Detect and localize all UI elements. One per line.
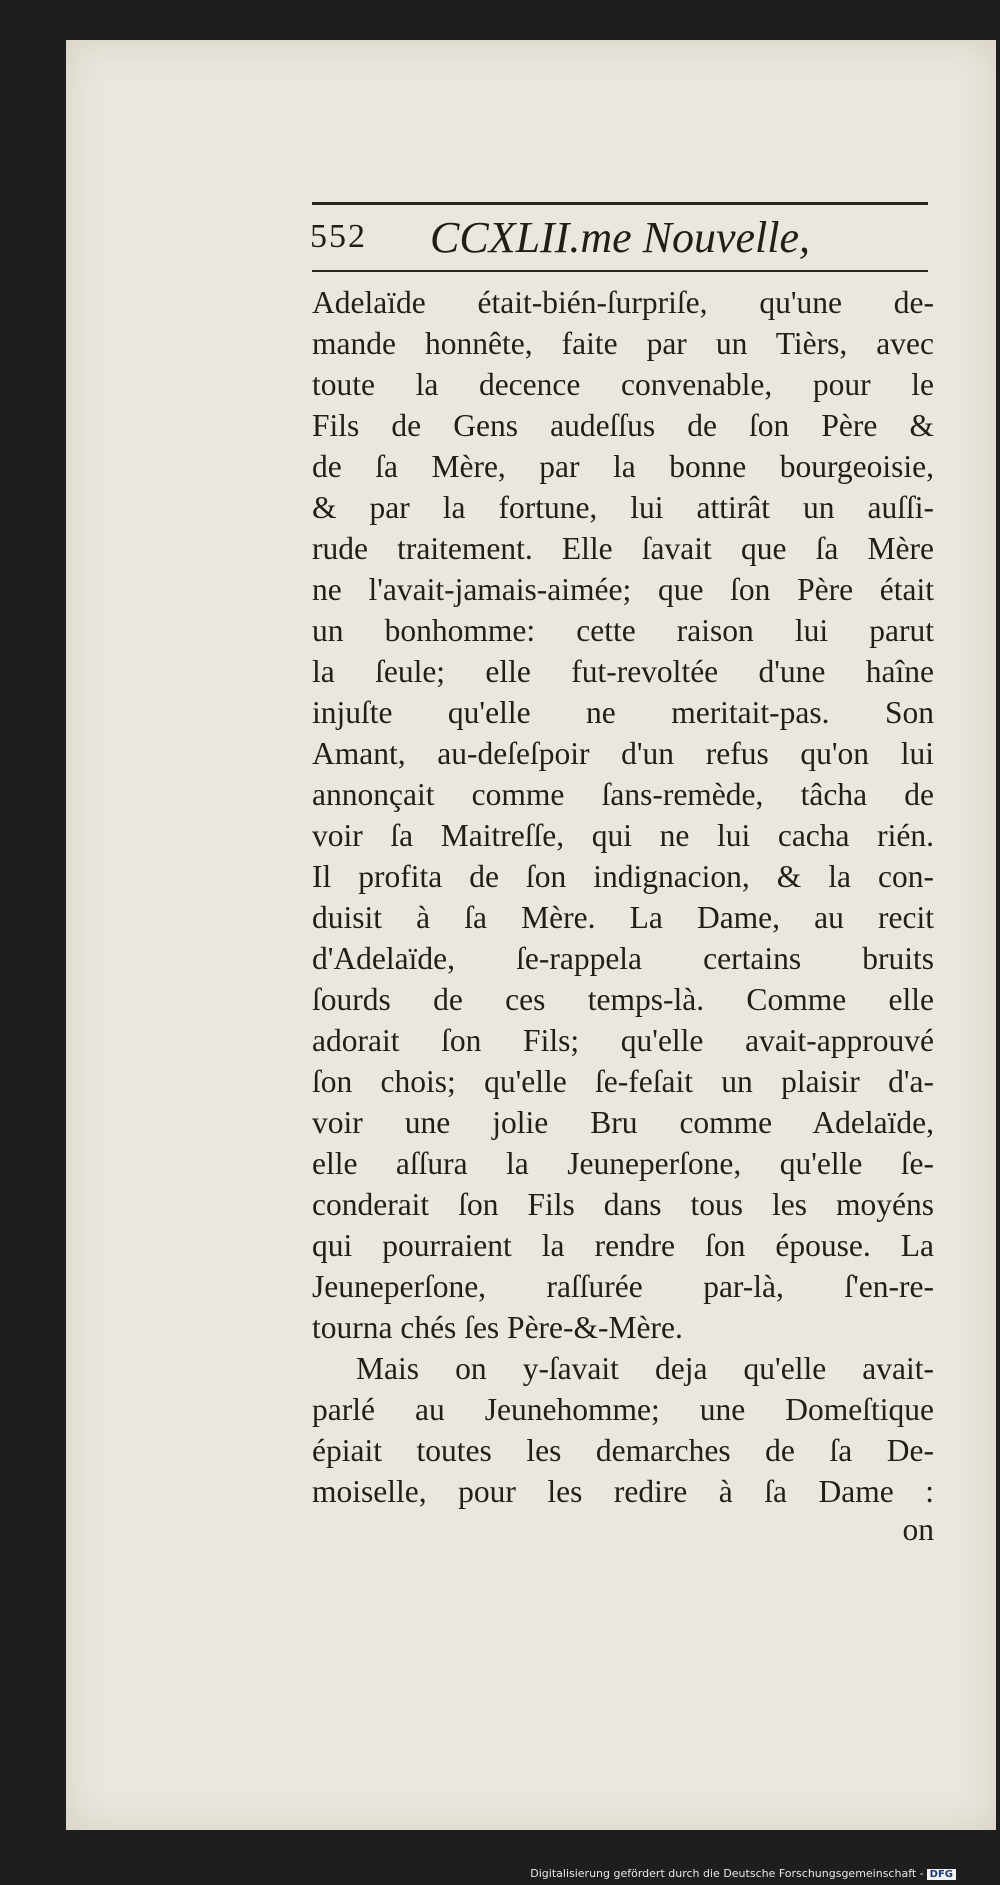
text-line: ne l'avait-jamais-aimée; que ſon Père était <box>312 572 934 607</box>
text-line: Il profita de ſon indignacion, & la con- <box>312 859 934 894</box>
text-line: Adelaïde était-bién-ſurpriſe, qu'une de- <box>312 285 934 320</box>
digitization-credit <box>530 1867 956 1880</box>
text-line: d'Adelaïde, ſe-rappela certains bruits <box>312 941 934 976</box>
credit-text: Digitalisierung gefördert durch die Deutsche Forschungsgemeinschaft - <box>530 1867 924 1880</box>
text-line: elle aſſura la Jeuneperſone, qu'elle ſe- <box>312 1146 934 1181</box>
text-line: mande honnête, faite par un Tièrs, avec <box>312 326 934 361</box>
text-line: parlé au Jeunehomme; une Domeſtique <box>312 1392 934 1427</box>
text-line: rude traitement. Elle ſavait que ſa Mère <box>312 531 934 566</box>
text-line: Amant, au-deſeſpoir d'un refus qu'on lui <box>312 736 934 771</box>
text-line: la ſeule; elle fut-revoltée d'une haîne <box>312 654 934 689</box>
text-line: un bonhomme: cette raison lui parut <box>312 613 934 648</box>
dfg-logo: DFG <box>927 1869 956 1880</box>
text-line: qui pourraient la rendre ſon épouse. La <box>312 1228 934 1263</box>
text-line: ſourds de ces temps-là. Comme elle <box>312 982 934 1017</box>
text-line: voir ſa Maitreſſe, qui ne lui cacha rién. <box>312 818 934 853</box>
catchword: on <box>902 1512 934 1547</box>
text-line: tourna chés ſes Père-&-Mère. <box>312 1310 683 1345</box>
text-line: voir une jolie Bru comme Adelaïde, <box>312 1105 934 1140</box>
text-line: & par la fortune, lui attirât un auſſi- <box>312 490 934 525</box>
text-line: moiselle, pour les redire à ſa Dame : <box>312 1474 934 1509</box>
text-line: épiait toutes les demarches de ſa De- <box>312 1433 934 1468</box>
body-text <box>312 282 934 1512</box>
text-line: injuſte qu'elle ne meritait-pas. Son <box>312 695 934 730</box>
page-header <box>310 212 932 272</box>
text-line: de ſa Mère, par la bonne bourgeoisie, <box>312 449 934 484</box>
text-line: ſon chois; qu'elle ſe-feſait un plaisir d'a- <box>312 1064 934 1099</box>
text-line: conderait ſon Fils dans tous les moyéns <box>312 1187 934 1222</box>
header-rule-top <box>312 202 928 205</box>
text-line: Jeuneperſone, raſſurée par-là, ſ'en-re- <box>312 1269 934 1304</box>
text-line: annonçait comme ſans-remède, tâcha de <box>312 777 934 812</box>
running-title: CCXLII.me Nouvelle, <box>430 213 811 262</box>
header-rule-bottom <box>312 270 928 272</box>
text-line: duisit à ſa Mère. La Dame, au recit <box>312 900 934 935</box>
text-line: toute la decence convenable, pour le <box>312 367 934 402</box>
text-line: Mais on y-ſavait deja qu'elle avait- <box>356 1351 934 1386</box>
page-number: 552 <box>310 218 367 255</box>
text-line: Fils de Gens audeſſus de ſon Père & <box>312 408 934 443</box>
text-line: adorait ſon Fils; qu'elle avait-approuvé <box>312 1023 934 1058</box>
